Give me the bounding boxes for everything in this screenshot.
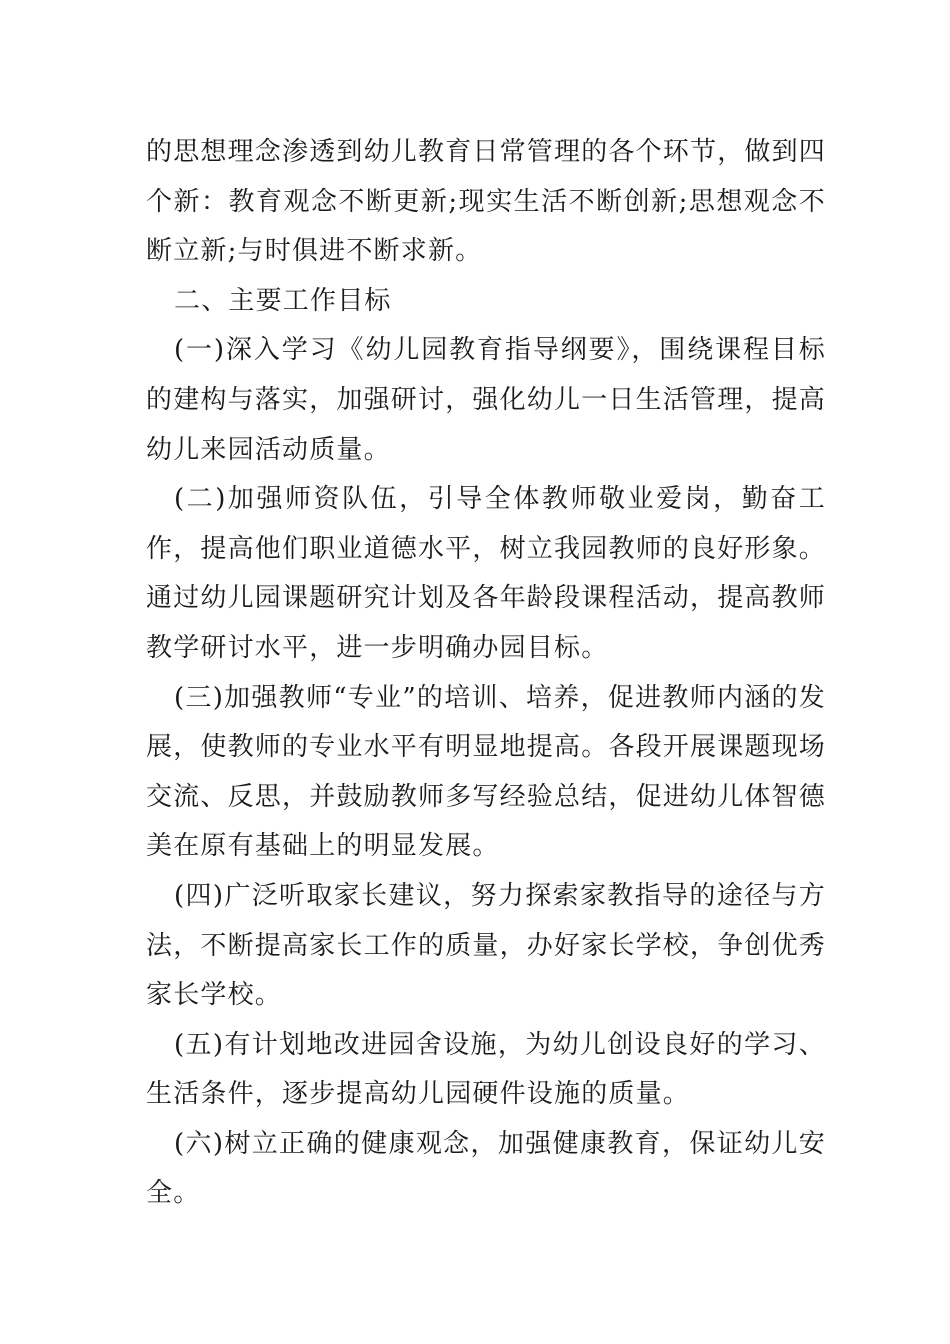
goal-item-2: (二)加强师资队伍，引导全体教师敬业爱岗，勤奋工作，提高他们职业道德水平，树立我园教师的良好形象。通过幼儿园课题研究计划及各年龄段课程活动，提高教师教学研讨水平，进一步明确办园目标。 — [146, 484, 827, 663]
goal-item-1: (一)深入学习《幼儿园教育指导纲要》，围绕课程目标的建构与落实，加强研讨，强化幼儿一日生活管理，提高幼儿来园活动质量。 — [146, 335, 827, 465]
goal-item-4: (四)广泛听取家长建议，努力探索家教指导的途径与方法，不断提高家长工作的质量，办好家长学校，争创优秀家长学校。 — [146, 880, 827, 1011]
section-heading: 二、主要工作目标 — [174, 285, 392, 316]
goal-item-3: (三)加强教师“专业”的培训、培养，促进教师内涵的发展，使教师的专业水平有明显地提高。各段开展课题现场交流、反思，并鼓励教师多写经验总结，促进幼儿体智德美在原有基础上的明显发展。 — [146, 682, 827, 862]
goal-item-6: (六)树立正确的健康观念，加强健康教育，保证幼儿安全。 — [146, 1128, 826, 1209]
paragraph-intro: 的思想理念渗透到幼儿教育日常管理的各个环节，做到四个新：教育观念不断更新;现实生活不断创新;思想观念不断立新;与时俱进不断求新。 — [146, 137, 827, 267]
goal-item-5: (五)有计划地改进园舍设施，为幼儿创设良好的学习、生活条件，逐步提高幼儿园硬件设施的质量。 — [146, 1029, 826, 1110]
document-body — [146, 128, 826, 1219]
